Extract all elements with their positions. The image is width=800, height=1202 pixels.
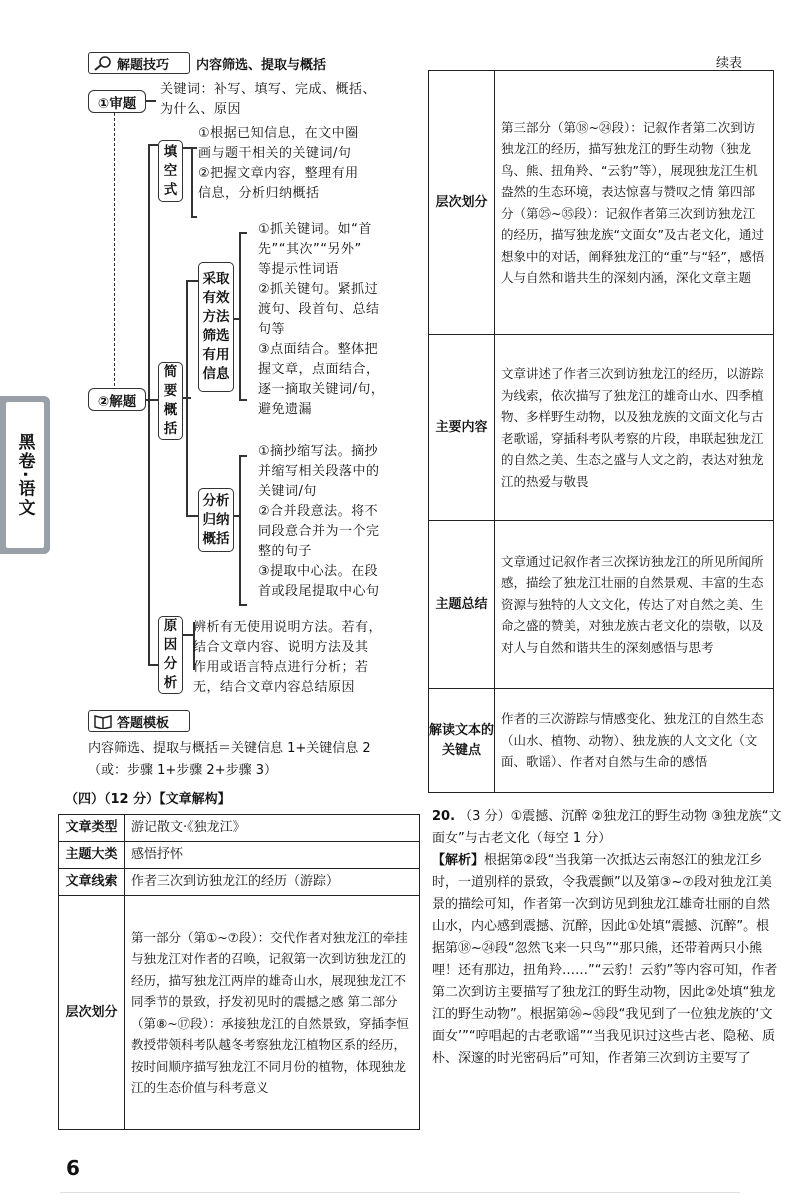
page-number: 6 xyxy=(66,1156,80,1180)
reason-text: 辨析有无使用说明方法。若有， 结合文章内容、说明方法及其 作用或语言特点进行分析；若 无，结合文章内容总结原因 xyxy=(193,620,383,695)
section-title: 内容筛选、提取与概括 xyxy=(196,58,327,73)
table-row: 文章线索 作者三次到访独龙江的经历（游踪） xyxy=(59,869,420,896)
template-badge-label: 答题模板 xyxy=(117,715,170,731)
left-structure-table xyxy=(58,814,420,1130)
method-box: 采取 有效 方法 筛选 有用 信息 xyxy=(198,262,234,392)
step-review-text: 关键词：补写、填写、完成、概括、 为什么、原因 xyxy=(160,82,377,117)
footer-divider xyxy=(60,1192,740,1193)
book-icon xyxy=(93,713,113,729)
table-row: 主题大类 感悟抒怀 xyxy=(59,842,420,869)
side-tab xyxy=(0,396,50,554)
table-row: 主要内容 文章讲述了作者三次到访独龙江的经历，以游踪为线索，依次描写了独龙江的雄奇山水、四季植物、多样野生动物，以及独龙族的文面文化与古老歌谣，穿插科考队考察的片段，串联起独龙江的自然之美、生态之盛与人文之韵，表达对独龙江的热爱与敬畏 xyxy=(429,335,774,521)
template-badge xyxy=(88,710,190,732)
table-row: 主题总结 文章通过记叙作者三次探访独龙江的所见所闻所感，描绘了独龙江壮丽的自然景观、丰富的生态资源与独特的人文文化，传达了对自然之美、生命之盛的赞美，对独龙族古老文化的崇敬，以及对人与自然和谐共生的深刻感悟与思考 xyxy=(429,521,774,689)
table-row: 层次划分 第三部分（第⑱~㉔段）：记叙作者第二次到访独龙江的经历，描写独龙江的野生动物（独龙鸟、熊、扭角羚、“云豹”等），展现独龙江生机盎然的生态环境，表达惊喜与赞叹之情 第四部分（第㉕~㉟段）：记叙作者第三次到访独龙江的经历，描写独龙族“文面女”及古老文化，通过想象中的对话，阐释独龙江的“重”与“轻”，感悟人与自然和谐共生的深刻内涵，深化文章主题 xyxy=(429,71,774,335)
table-row: 层次划分 第一部分（第①~⑦段）：交代作者对独龙江的牵挂与独龙江对作者的召唤，记叙第一次到访独龙江的经历，描写独龙江两岸的雄奇山水，展现独龙江不同季节的景致，抒发初见时的震撼之感 第二部分（第⑧~⑰段）：承接独龙江的自然景致，穿插李恒教授带领科考队越冬考察独龙江植物区系的经历，按时间顺序描写独龙江不同月份的植物，体现独龙江的生态价值与科考意义 xyxy=(59,896,420,1130)
analyze-text: ①摘抄缩写法。摘抄 并缩写相关段落中的 关键词/句 ②合并段意法。将不 同段意合并为一个完 整的句子 ③提取中心法。在段 首或段尾提取中心句 xyxy=(258,444,380,599)
analyze-box: 分析 归纳 概括 xyxy=(198,488,234,552)
question-20 xyxy=(432,806,782,1070)
analysis-text: 根据第②段“当我第一次抵达云南怒江的独龙江乡时，一道别样的景致，令我震颤”以及第③~⑦段对独龙江美景的描绘可知，作者第一次到访见到独龙江雄奇壮丽的自然山水，内心感到震撼、沉醉，因此①处填“震撼、沉醉”。根据第⑱~㉔段“忽然飞来一只鸟”“那只熊，还带着两只小熊哩！还有那边，扭角羚……”“云豹！云豹”等内容可知，作者第二次到访主要描写了独龙江的野生动物，因此②处填“独龙江的野生动物”。根据第㉖~㉟段“我见到了一位独龙族的‘文面女’”“哼唱起的古老歌谣”“当我见识过这些古老、隐秘、质朴、深邃的时光密码后”可知，作者第三次到访主要写了 xyxy=(432,853,778,1066)
question-answer: （3 分）①震撼、沉醉 ②独龙江的野生动物 ③独龙族“文面女”与古老文化（每空 1 分） xyxy=(432,809,782,846)
analysis-label: 【解析】 xyxy=(432,853,485,868)
continued-label: 续表 xyxy=(716,56,743,71)
brief-box: 简 要 概 括 xyxy=(158,362,183,440)
fill-box: 填 空 式 xyxy=(158,140,183,202)
magnifier-icon xyxy=(93,55,113,71)
right-structure-table xyxy=(428,70,774,793)
table-row: 文章类型 游记散文·《独龙江》 xyxy=(59,815,420,842)
skill-badge-label: 解题技巧 xyxy=(117,57,170,73)
table-row: 解读文本的关键点 作者的三次游踪与情感变化、独龙江的自然生态（山水、植物、动物）、独龙族的人文文化（文面、歌谣）、作者对自然与生命的感悟 xyxy=(429,689,774,793)
question-number: 20. xyxy=(432,809,456,824)
part-heading: （四）（12 分）【文章解构】 xyxy=(65,792,231,807)
reason-box: 原 因 分 析 xyxy=(158,616,183,694)
method-text: ①抓关键词。如“首 先”“其次”“另外” 等提示性词语 ②抓关键句。紧抓过 渡句、段首句、总结 句等 ③点面结合。整体把 握文章，点面结合， 逐一摘取关键词/句， 避免遗漏 xyxy=(258,222,385,417)
step-solve-box: ②解题 xyxy=(88,388,146,411)
skill-badge xyxy=(88,52,190,74)
template-text: 内容筛选、提取与概括＝关键信息 1+关键信息 2 （或：步骤 1+步骤 2+步骤 3） xyxy=(88,741,371,778)
step-review-box: ①审题 xyxy=(88,90,146,113)
fill-text: ①根据已知信息，在文中圈 画与题干相关的关键词/句 ②把握文章内容，整理有用 信息，分析归纳概括 xyxy=(198,126,359,201)
side-tab-label: 黑卷·语文 xyxy=(6,402,44,548)
